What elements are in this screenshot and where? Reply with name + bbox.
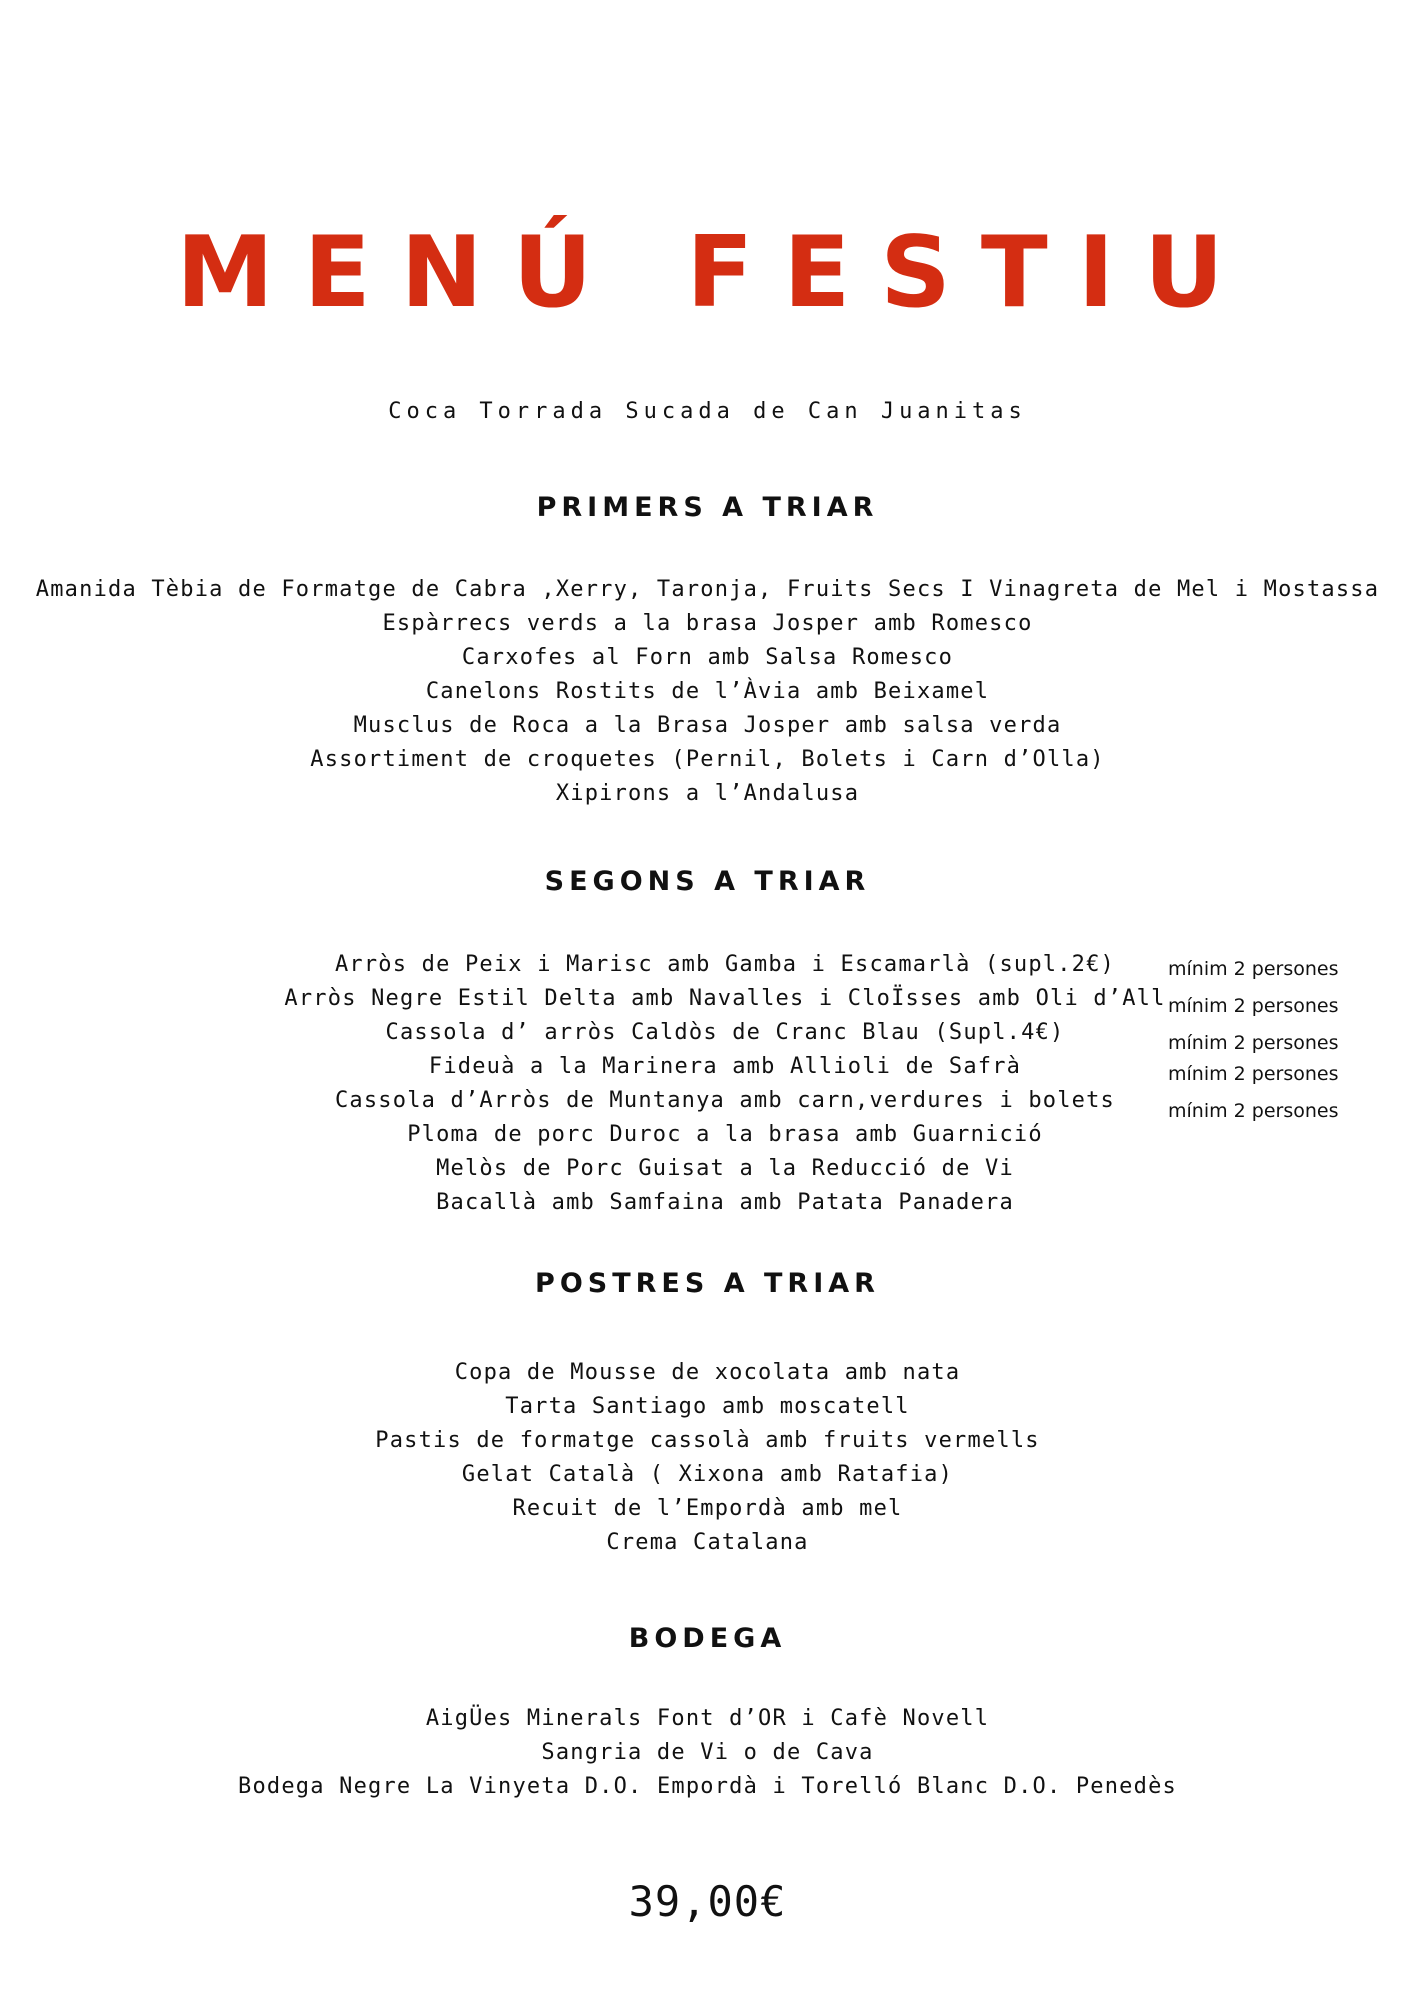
minimum-note: mínim 2 persones xyxy=(1168,1100,1339,1122)
segons-list xyxy=(280,948,1170,1220)
list-item: Xipirons a l’Andalusa xyxy=(555,781,860,806)
section-heading-primers: PRIMERS A TRIAR xyxy=(536,492,879,523)
minimum-note: mínim 2 persones xyxy=(1168,1032,1339,1054)
list-item: Musclus de Roca a la Brasa Josper amb salsa verda xyxy=(353,713,1062,738)
list-item: Arròs de Peix i Marisc amb Gamba i Escamarlà (supl.2€) xyxy=(334,952,1116,977)
postres-list xyxy=(0,1356,1415,1560)
list-item: Fideuà a la Marinera amb Allioli de Safrà xyxy=(428,1054,1022,1079)
minimum-note: mínim 2 persones xyxy=(1168,995,1339,1017)
section-heading-postres: POSTRES A TRIAR xyxy=(535,1268,880,1299)
list-item: Arròs Negre Estil Delta amb Navalles i CloÏsses amb Oli d’All xyxy=(284,986,1166,1011)
list-item: Crema Catalana xyxy=(606,1530,809,1555)
section-heading-segons: SEGONS A TRIAR xyxy=(544,866,871,897)
list-item: Cassola d’ arròs Caldòs de Cranc Blau (Supl.4€) xyxy=(385,1020,1065,1045)
list-item: Melòs de Porc Guisat a la Reducció de Vi xyxy=(436,1156,1014,1181)
list-item: Carxofes al Forn amb Salsa Romesco xyxy=(461,645,954,670)
list-item: Bacallà amb Samfaina amb Patata Panadera xyxy=(436,1190,1014,1215)
bodega-list xyxy=(0,1702,1415,1804)
list-item: Sangria de Vi o de Cava xyxy=(541,1740,874,1765)
list-item: Canelons Rostits de l’Àvia amb Beixamel xyxy=(425,679,990,704)
list-item: Amanida Tèbia de Formatge de Cabra ,Xerry, Taronja, Fruits Secs I Vinagreta de Mel i Mostassa xyxy=(35,577,1380,602)
list-item: Cassola d’Arròs de Muntanya amb carn,verdures i bolets xyxy=(334,1088,1116,1113)
list-item: Gelat Català ( Xixona amb Ratafia) xyxy=(461,1462,954,1487)
minimum-note: mínim 2 persones xyxy=(1168,958,1339,980)
minimum-note: mínim 2 persones xyxy=(1168,1063,1339,1085)
list-item: AigÜes Minerals Font d’OR i Cafè Novell xyxy=(425,1706,990,1731)
list-item: Pastis de formatge cassolà amb fruits vermells xyxy=(375,1428,1040,1453)
list-item: Tarta Santiago amb moscatell xyxy=(505,1394,910,1419)
list-item: Recuit de l’Empordà amb mel xyxy=(512,1496,903,1521)
menu-price: 39,00€ xyxy=(628,1877,787,1926)
section-heading-bodega: BODEGA xyxy=(628,1623,787,1654)
list-item: Espàrrecs verds a la brasa Josper amb Romesco xyxy=(382,611,1033,636)
primers-list xyxy=(0,573,1415,811)
menu-title: MENÚ FESTIU xyxy=(176,216,1254,330)
list-item: Assortiment de croquetes (Pernil, Bolets i Carn d’Olla) xyxy=(310,747,1105,772)
list-item: Ploma de porc Duroc a la brasa amb Guarnició xyxy=(407,1122,1043,1147)
intro-line: Coca Torrada Sucada de Can Juanitas xyxy=(388,399,1027,424)
list-item: Copa de Mousse de xocolata amb nata xyxy=(454,1360,961,1385)
list-item: Bodega Negre La Vinyeta D.O. Empordà i Torelló Blanc D.O. Penedès xyxy=(238,1774,1177,1799)
